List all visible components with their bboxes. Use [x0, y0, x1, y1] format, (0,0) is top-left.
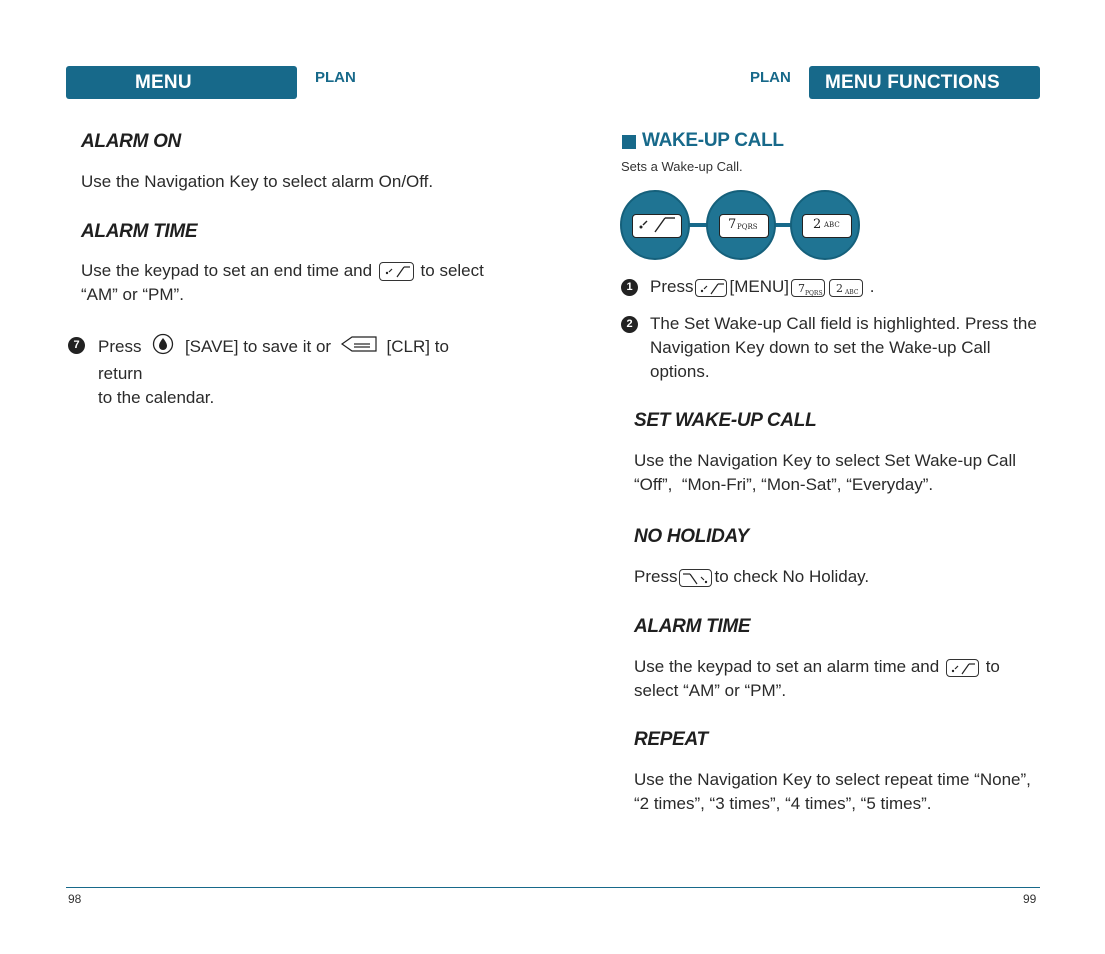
alarm-time-heading-right: ALARM TIME	[634, 616, 751, 637]
step-1-menu: [MENU]	[729, 277, 789, 296]
step-2-text	[650, 312, 1050, 384]
repeat-heading: REPEAT	[634, 729, 708, 750]
key-2-icon	[802, 214, 852, 238]
left-header-title: MENU FUNCTIONS	[135, 72, 248, 126]
left-footer-rule	[66, 887, 553, 888]
alarm-time-text-c: “AM” or “PM”.	[81, 285, 184, 304]
key-7-circle-icon	[706, 190, 776, 260]
section-square-icon	[622, 135, 636, 149]
step-2-bullet: 2	[621, 316, 638, 333]
alarm-time-right-line1b: to	[985, 657, 1000, 676]
right-footer-rule	[553, 887, 1040, 888]
no-holiday-rest: to check No Holiday.	[714, 567, 870, 586]
step-1-softkey-icon	[695, 279, 727, 297]
menu-key-circle-icon	[620, 190, 690, 260]
step-7-save: [SAVE] to save it or	[184, 336, 332, 356]
repeat-text	[634, 768, 1054, 816]
step-7-text	[98, 333, 498, 410]
alarm-on-text: Use the Navigation Key to select alarm On/Off.	[81, 172, 434, 191]
set-wake-up-text	[634, 449, 1054, 497]
alarm-time-text-b: to select	[420, 261, 484, 280]
key-2-letters: ABC	[824, 221, 840, 229]
left-header-tag: PLAN	[315, 69, 356, 86]
key-2-digit: 2	[813, 217, 822, 232]
key-7-letters: PQRS	[737, 223, 758, 231]
no-holiday-press: Press	[634, 567, 678, 586]
key-7-icon	[719, 214, 769, 238]
step-7-press: Press	[98, 336, 142, 356]
wake-up-heading: WAKE-UP CALL	[642, 130, 784, 151]
step-2-line1: The Set Wake-up Call field is highlighted. Press the	[650, 314, 1037, 333]
left-header-bar	[66, 66, 297, 126]
step-1-press: Press	[650, 277, 694, 296]
step-2-line3: options.	[650, 362, 710, 381]
repeat-line1: Use the Navigation Key to select repeat time “None”,	[634, 770, 1031, 789]
right-header-tag: PLAN	[750, 69, 791, 86]
step-7-line2: to the calendar.	[98, 388, 215, 407]
step-7-bullet: 7	[68, 337, 85, 354]
step-1-key7-letters: PQRS	[804, 289, 823, 297]
set-wake-up-line2: “Off”, “Mon-Fri”, “Mon-Sat”, “Everyday”.	[634, 475, 934, 494]
step-1-text	[650, 275, 874, 299]
alarm-time-text-a: Use the keypad to set an end time and	[81, 261, 373, 280]
ok-key-icon	[152, 333, 174, 362]
alarm-on-heading: ALARM ON	[81, 131, 181, 152]
clr-key-icon	[340, 335, 378, 360]
right-page-number: 99	[1023, 892, 1037, 906]
right-header-title: MENU FUNCTIONS	[825, 72, 1000, 93]
key-2-circle-icon	[790, 190, 860, 260]
set-wake-up-line1: Use the Navigation Key to select Set Wake-up Call	[634, 451, 1017, 470]
set-wake-up-heading: SET WAKE-UP CALL	[634, 410, 817, 431]
alarm-time-heading-left: ALARM TIME	[81, 221, 198, 242]
step-1-key2-letters: ABC	[844, 288, 859, 296]
no-holiday-text	[634, 565, 869, 589]
alarm-time-softkey-icon	[946, 659, 979, 677]
right-softkey-icon	[679, 569, 712, 587]
alarm-time-text-right	[634, 655, 1054, 703]
alarm-time-text-left	[81, 259, 501, 307]
alarm-time-right-line2: select “AM” or “PM”.	[634, 681, 787, 700]
repeat-line2: “2 times”, “3 times”, “4 times”, “5 times”.	[634, 794, 932, 813]
step-1-key7-digit: 7	[797, 281, 805, 295]
key-7-digit: 7	[728, 217, 737, 232]
menu-softkey-icon	[632, 214, 682, 238]
wake-up-subtitle: Sets a Wake-up Call.	[621, 159, 743, 174]
left-page-number: 98	[68, 892, 82, 906]
left-softkey-icon	[379, 262, 414, 281]
alarm-time-right-line1a: Use the keypad to set an alarm time and	[634, 657, 940, 676]
step-1-bullet: 1	[621, 279, 638, 296]
step-1-key7-icon	[791, 279, 825, 297]
step-1-key2-icon	[829, 279, 863, 297]
right-header-bar	[809, 66, 1040, 99]
step-1-end: .	[869, 277, 875, 296]
step-7-clr: [CLR] to return	[98, 336, 449, 383]
step-2-line2: Navigation Key down to set the Wake-up Call	[650, 338, 991, 357]
no-holiday-heading: NO HOLIDAY	[634, 526, 749, 547]
step-1-key2-digit: 2	[835, 281, 843, 295]
